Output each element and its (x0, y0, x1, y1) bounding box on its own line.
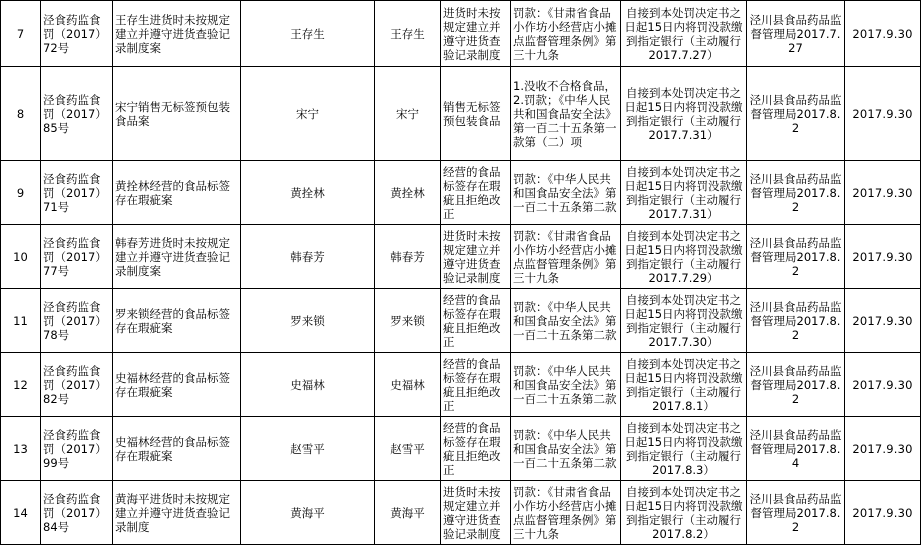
penalty-authority: 泾川县食品药品监督管理局2017.8.2 (747, 353, 845, 417)
party-name: 韩春芳 (241, 225, 375, 289)
legal-representative: 黄拴林 (375, 161, 441, 225)
violation-fact: 进货时未按规定建立并遵守进货查验记录制度 (441, 225, 511, 289)
legal-representative: 黄海平 (375, 481, 441, 545)
penalty-authority: 泾川县食品药品监督管理局2017.8.2 (747, 161, 845, 225)
party-name: 罗来锁 (241, 289, 375, 353)
case-number: 泾食药监食罚（2017）82号 (41, 353, 113, 417)
row-index: 11 (1, 289, 41, 353)
violation-fact: 经营的食品标签存在瑕疵且拒绝改正 (441, 353, 511, 417)
penalty-basis: 罚款：《中华人民共和国食品安全法》第一百二十五条第二款 (511, 417, 621, 481)
table-row (1, 481, 921, 545)
publish-date: 2017.9.30 (845, 353, 921, 417)
case-name: 宋宁销售无标签预包装食品案 (113, 67, 241, 161)
row-index: 13 (1, 417, 41, 481)
row-index: 8 (1, 67, 41, 161)
violation-fact: 进货时未按规定建立并遵守进货查验记录制度 (441, 481, 511, 545)
party-name: 赵雪平 (241, 417, 375, 481)
row-index: 14 (1, 481, 41, 545)
penalty-basis: 罚款：《甘肃省食品小作坊小经营店小摊点监督管理条例》第三十九条 (511, 225, 621, 289)
party-name: 黄拴林 (241, 161, 375, 225)
party-name: 黄海平 (241, 481, 375, 545)
publish-date: 2017.9.30 (845, 67, 921, 161)
execution-status: 自接到本处罚决定书之日起15日内将罚没款缴到指定银行（主动履行2017.7.27） (621, 1, 747, 67)
case-name: 王存生进货时未按规定建立并遵守进货查验记录制度案 (113, 1, 241, 67)
case-name: 黄海平进货时未按规定建立并遵守进货查验记录制度 (113, 481, 241, 545)
penalty-basis: 罚款：《甘肃省食品小作坊小经营店小摊点监督管理条例》第三十九条 (511, 481, 621, 545)
party-name: 宋宁 (241, 67, 375, 161)
case-name: 黄拴林经营的食品标签存在瑕疵案 (113, 161, 241, 225)
case-number: 泾食药监食罚（2017）78号 (41, 289, 113, 353)
case-number: 泾食药监食罚（2017）84号 (41, 481, 113, 545)
legal-representative: 史福林 (375, 353, 441, 417)
legal-representative: 罗来锁 (375, 289, 441, 353)
publish-date: 2017.9.30 (845, 417, 921, 481)
execution-status: 自接到本处罚决定书之日起15日内将罚没款缴到指定银行（主动履行2017.7.29） (621, 225, 747, 289)
case-name: 罗来锁经营的食品标签存在瑕疵案 (113, 289, 241, 353)
legal-representative: 韩春芳 (375, 225, 441, 289)
legal-representative: 宋宁 (375, 67, 441, 161)
publish-date: 2017.9.30 (845, 481, 921, 545)
publish-date: 2017.9.30 (845, 289, 921, 353)
violation-fact: 进货时未按规定建立并遵守进货查验记录制度 (441, 1, 511, 67)
penalty-authority: 泾川县食品药品监督管理局2017.7.27 (747, 1, 845, 67)
violation-fact: 经营的食品标签存在瑕疵且拒绝改正 (441, 289, 511, 353)
penalty-basis: 罚款：《中华人民共和国食品安全法》第一百二十五条第二款 (511, 353, 621, 417)
row-index: 9 (1, 161, 41, 225)
penalty-authority: 泾川县食品药品监督管理局2017.8.2 (747, 289, 845, 353)
publish-date: 2017.9.30 (845, 225, 921, 289)
table-row (1, 1, 921, 67)
case-number: 泾食药监食罚（2017）77号 (41, 225, 113, 289)
publish-date: 2017.9.30 (845, 1, 921, 67)
penalty-authority: 泾川县食品药品监督管理局2017.8.2 (747, 481, 845, 545)
case-number: 泾食药监食罚（2017）71号 (41, 161, 113, 225)
row-index: 7 (1, 1, 41, 67)
party-name: 王存生 (241, 1, 375, 67)
penalty-authority: 泾川县食品药品监督管理局2017.8.2 (747, 225, 845, 289)
row-index: 10 (1, 225, 41, 289)
violation-fact: 经营的食品标签存在瑕疵且拒绝改正 (441, 161, 511, 225)
case-number: 泾食药监食罚（2017）99号 (41, 417, 113, 481)
table-row (1, 161, 921, 225)
execution-status: 自接到本处罚决定书之日起15日内将罚没款缴到指定银行（主动履行2017.7.30） (621, 289, 747, 353)
execution-status: 自接到本处罚决定书之日起15日内将罚没款缴到指定银行（主动履行2017.8.2） (621, 481, 747, 545)
penalty-authority: 泾川县食品药品监督管理局2017.8.2 (747, 67, 845, 161)
case-name: 史福林经营的食品标签存在瑕疵案 (113, 353, 241, 417)
penalty-authority: 泾川县食品药品监督管理局2017.8.4 (747, 417, 845, 481)
table-body (1, 1, 921, 545)
case-number: 泾食药监食罚（2017）85号 (41, 67, 113, 161)
penalty-basis: 罚款：《甘肃省食品小作坊小经营店小摊点监督管理条例》第三十九条 (511, 1, 621, 67)
execution-status: 自接到本处罚决定书之日起15日内将罚没款缴到指定银行（主动履行2017.7.31） (621, 67, 747, 161)
table-row (1, 353, 921, 417)
execution-status: 自接到本处罚决定书之日起15日内将罚没款缴到指定银行（主动履行2017.8.3） (621, 417, 747, 481)
violation-fact: 经营的食品标签存在瑕疵且拒绝改正 (441, 417, 511, 481)
table-row (1, 417, 921, 481)
execution-status: 自接到本处罚决定书之日起15日内将罚没款缴到指定银行（主动履行2017.7.31） (621, 161, 747, 225)
publish-date: 2017.9.30 (845, 161, 921, 225)
case-name: 韩春芳进货时未按规定建立并遵守进货查验记录制度案 (113, 225, 241, 289)
party-name: 史福林 (241, 353, 375, 417)
case-name: 史福林经营的食品标签存在瑕疵案 (113, 417, 241, 481)
penalty-basis: 1.没收不合格食品，2.罚款；《中华人民共和国食品安全法》第一百二十五条第一款第（二）项 (511, 67, 621, 161)
violation-fact: 销售无标签预包装食品 (441, 67, 511, 161)
row-index: 12 (1, 353, 41, 417)
table-row (1, 225, 921, 289)
execution-status: 自接到本处罚决定书之日起15日内将罚没款缴到指定银行（主动履行2017.8.1） (621, 353, 747, 417)
case-number: 泾食药监食罚（2017）72号 (41, 1, 113, 67)
legal-representative: 王存生 (375, 1, 441, 67)
legal-representative: 赵雪平 (375, 417, 441, 481)
penalty-basis: 罚款：《中华人民共和国食品安全法》第一百二十五条第二款 (511, 161, 621, 225)
table-row (1, 67, 921, 161)
table-row (1, 289, 921, 353)
penalty-basis: 罚款：《中华人民共和国食品安全法》第一百二十五条第二款 (511, 289, 621, 353)
